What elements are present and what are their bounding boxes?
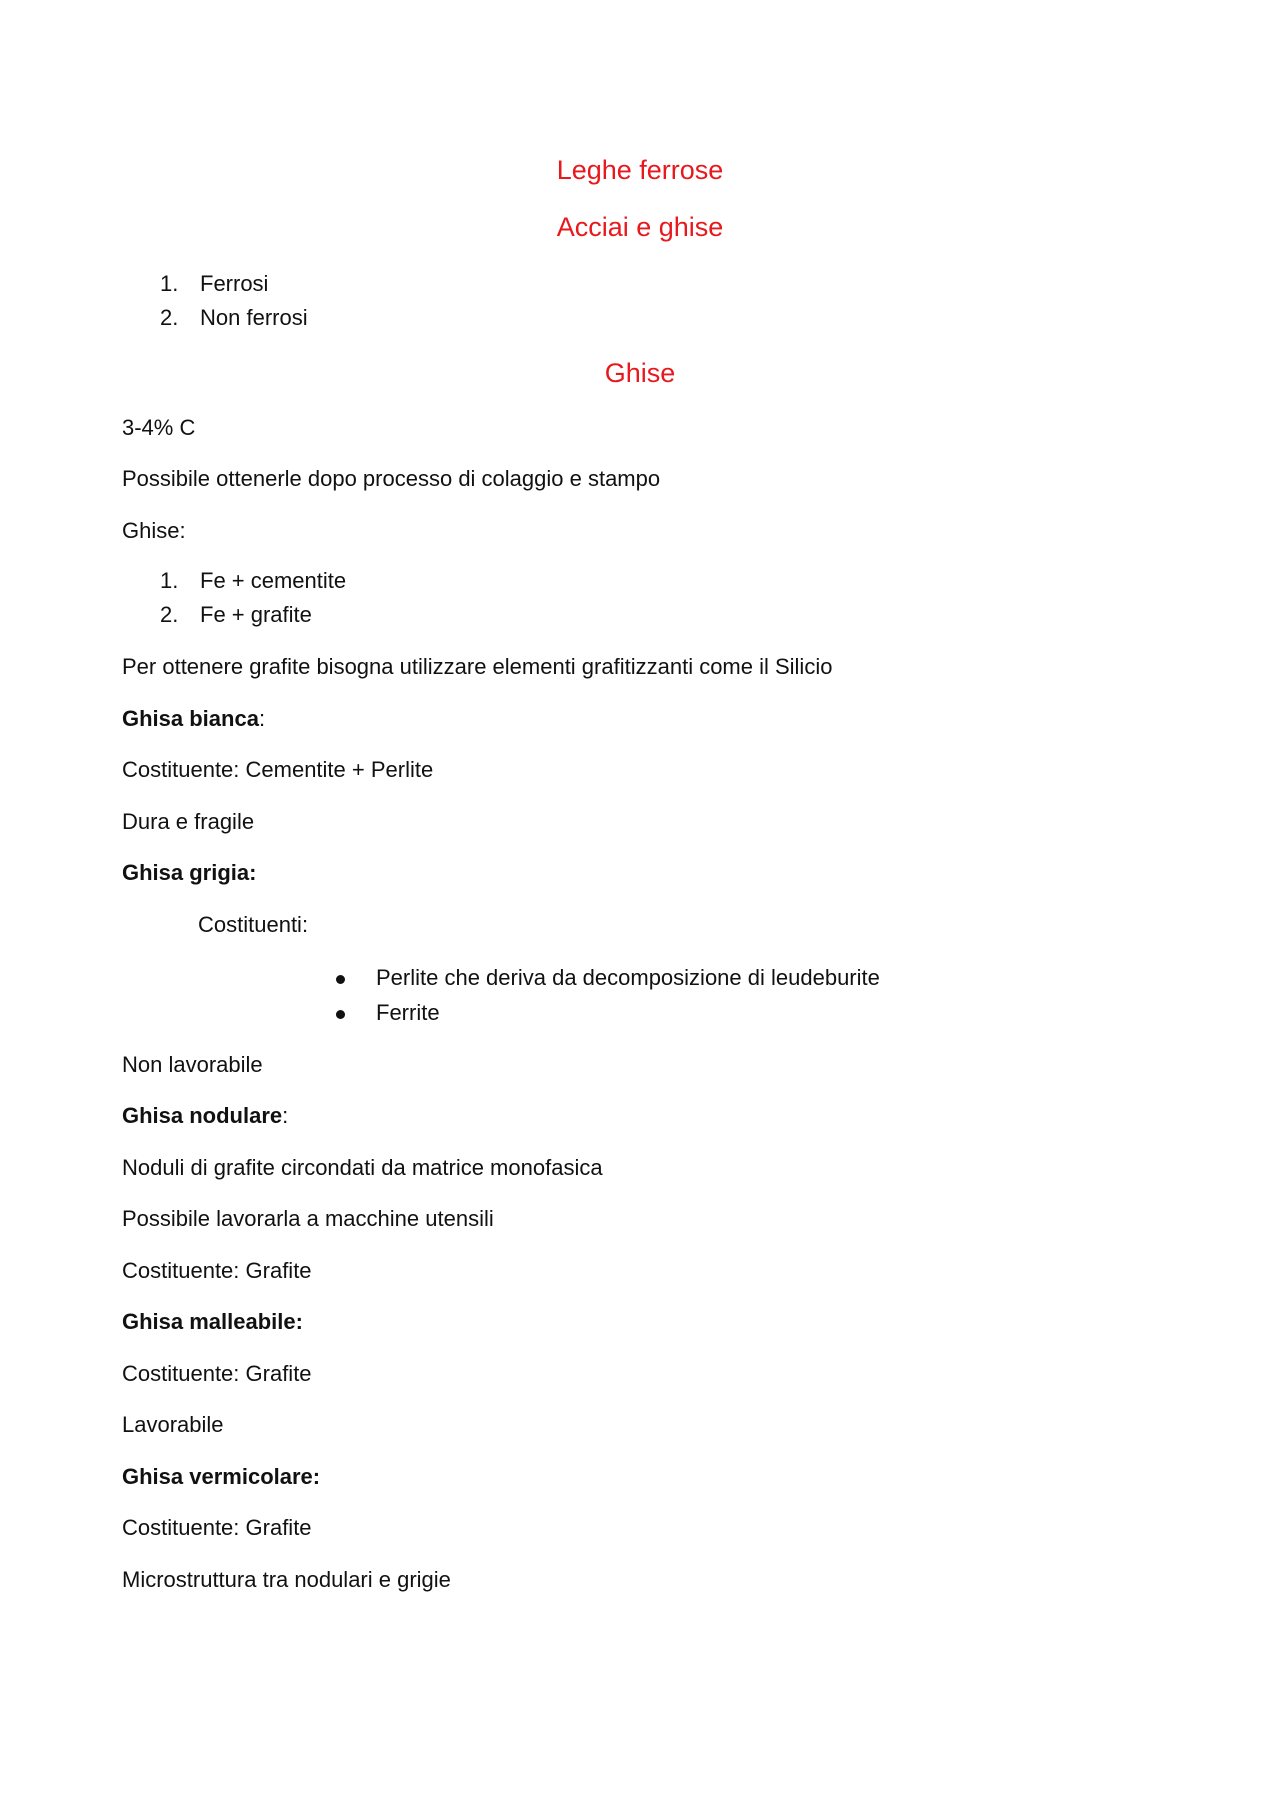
process-text: Possibile ottenerle dopo processo di colaggio e stampo xyxy=(122,466,661,491)
list-item: Fe + cementite xyxy=(200,568,347,593)
grafite-note: Per ottenere grafite bisogna utilizzare elementi grafitizzanti come il Silicio xyxy=(122,654,833,679)
grigia-prop: Non lavorabile xyxy=(122,1052,263,1077)
ghise-label: Ghise: xyxy=(122,518,186,543)
bianca-heading: Ghisa bianca xyxy=(122,706,259,731)
nodulare-desc: Noduli di grafite circondati da matrice monofasica xyxy=(122,1155,603,1180)
grigia-costituenti-label: Costituenti: xyxy=(198,912,309,937)
carbon-content: 3-4% C xyxy=(122,415,196,440)
nodulare-heading: Ghisa nodulare xyxy=(122,1103,283,1128)
bullet-icon xyxy=(336,1010,345,1019)
grigia-heading-line xyxy=(122,859,256,887)
vermicolare-costituente: Costituente: Grafite xyxy=(122,1515,312,1540)
malleabile-prop: Lavorabile xyxy=(122,1412,224,1437)
bullet-icon xyxy=(336,975,345,984)
nodulare-prop: Possibile lavorarla a macchine utensili xyxy=(122,1206,494,1231)
list-item: Ferrosi xyxy=(200,271,269,296)
bullet-item: Ferrite xyxy=(376,1000,440,1025)
bianca-costituente: Costituente: Cementite + Perlite xyxy=(122,757,434,782)
document-subtitle: Acciai e ghise xyxy=(556,212,724,242)
list-number: 1. xyxy=(160,271,179,296)
list-number: 1. xyxy=(160,568,179,593)
list-item: Fe + grafite xyxy=(200,602,312,627)
list-number: 2. xyxy=(160,602,179,627)
document-title: Leghe ferrose xyxy=(556,155,724,185)
nodulare-costituente: Costituente: Grafite xyxy=(122,1258,312,1283)
vermicolare-prop: Microstruttura tra nodulari e grigie xyxy=(122,1567,451,1592)
list-number: 2. xyxy=(160,305,179,330)
bullet-item: Perlite che deriva da decomposizione di leudeburite xyxy=(376,965,880,990)
list-item: Non ferrosi xyxy=(200,305,308,330)
section-heading: Ghise xyxy=(604,358,676,388)
malleabile-heading: Ghisa malleabile: xyxy=(122,1309,303,1334)
grigia-heading: Ghisa grigia: xyxy=(122,860,257,885)
bianca-prop: Dura e fragile xyxy=(122,809,255,834)
nodulare-colon: : xyxy=(282,1103,289,1128)
malleabile-costituente: Costituente: Grafite xyxy=(122,1361,312,1386)
nodulare-heading-line xyxy=(122,1102,288,1130)
vermicolare-heading-line xyxy=(122,1463,320,1491)
malleabile-heading-line xyxy=(122,1308,303,1336)
bianca-heading-line xyxy=(122,705,265,733)
vermicolare-heading: Ghisa vermicolare: xyxy=(122,1464,321,1489)
bianca-colon: : xyxy=(258,706,266,731)
